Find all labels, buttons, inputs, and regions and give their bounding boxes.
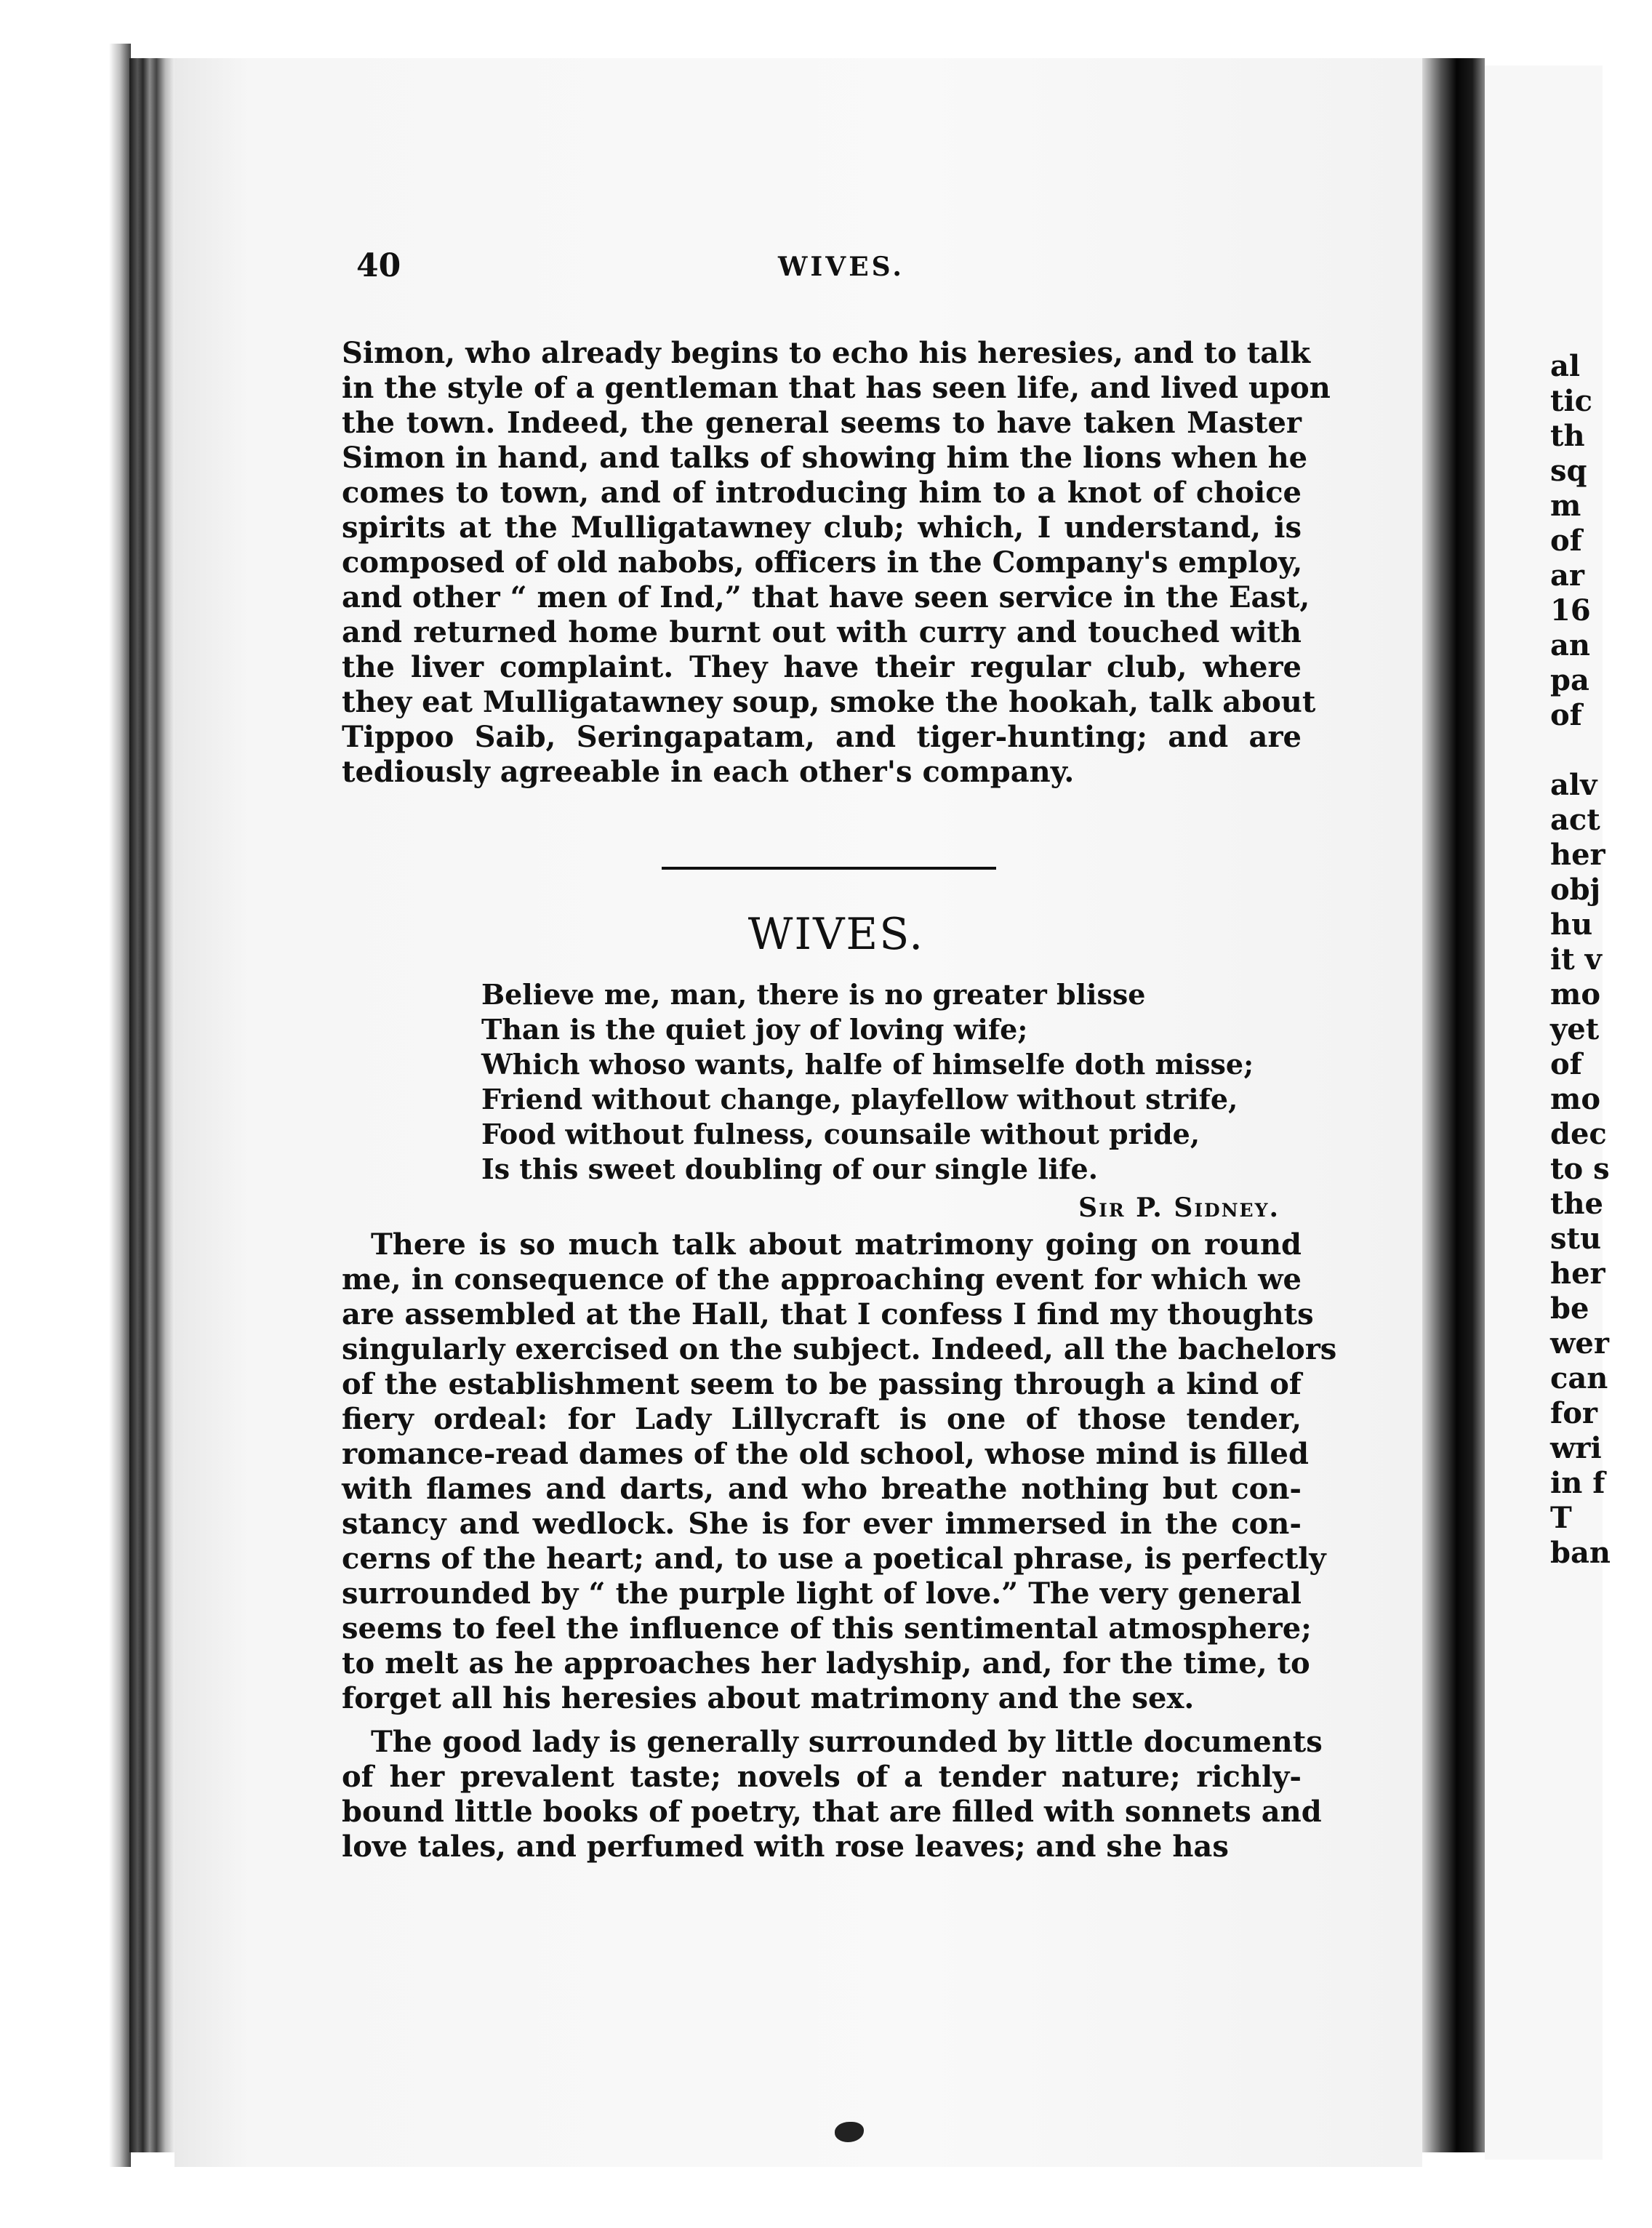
text-line: to melt as he approaches her ladyship, and, for the time, to: [342, 1646, 1310, 1680]
page-edge: [109, 44, 131, 2167]
text-line: There is so much talk about matrimony going on round: [371, 1227, 1302, 1262]
book-spine: [129, 58, 175, 2152]
facing-page-fragment: her: [1550, 838, 1605, 872]
text-line: and returned home burnt out with curry and touched with: [342, 615, 1302, 649]
text-line: Simon in hand, and talks of showing him the lions when he: [342, 441, 1308, 475]
epigraph-attribution: Sir P. Sidney.: [1078, 1193, 1280, 1223]
book-gutter: [1422, 58, 1485, 2152]
facing-page-fragments: [1550, 349, 1652, 1571]
text-line: singularly exercised on the subject. Indeed, all the bachelors: [342, 1332, 1337, 1366]
text-line: the liver complaint. They have their regular club, where: [342, 650, 1302, 684]
text-line: are assembled at the Hall, that I confess I find my thoughts: [342, 1297, 1314, 1331]
facing-page-fragment: her: [1550, 1257, 1605, 1291]
text-line: The good lady is generally surrounded by little documents: [371, 1725, 1323, 1759]
text-line: forget all his heresies about matrimony and the sex.: [342, 1681, 1195, 1715]
page-number: 40: [356, 247, 401, 284]
facing-page-fragment: dec: [1550, 1117, 1607, 1151]
text-line: in the style of a gentleman that has seen life, and lived upon: [342, 371, 1331, 405]
facing-page-fragment: ar: [1550, 558, 1584, 593]
running-head: WIVES.: [778, 252, 905, 282]
text-line: and other “ men of Ind,” that have seen service in the East,: [342, 580, 1310, 614]
text-line: bound little books of poetry, that are filled with sonnets and: [342, 1795, 1322, 1829]
facing-page-fragment: 16: [1550, 593, 1591, 628]
epigraph-line: Food without fulness, counsaile without pride,: [481, 1118, 1200, 1150]
epigraph-line: Friend without change, playfellow without strife,: [481, 1083, 1238, 1115]
epigraph-line: Which whoso wants, halfe of himselfe doth misse;: [481, 1048, 1254, 1081]
facing-page-fragment: it v: [1550, 942, 1602, 977]
facing-page-fragment: mo: [1550, 1082, 1601, 1116]
epigraph-line: Is this sweet doubling of our single life.: [481, 1153, 1098, 1185]
text-line: romance-read dames of the old school, whose mind is filled: [342, 1437, 1309, 1471]
facing-page-fragment: T: [1550, 1501, 1572, 1535]
text-line: stancy and wedlock. She is for ever immersed in the con-: [342, 1507, 1302, 1541]
text-line: me, in consequence of the approaching event for which we: [342, 1262, 1302, 1297]
facing-page-fragment: be: [1550, 1291, 1589, 1326]
text-line: cerns of the heart; and, to use a poetical phrase, is perfectly: [342, 1542, 1326, 1576]
facing-page-fragment: ban: [1550, 1536, 1611, 1570]
page-header: [356, 247, 1316, 291]
text-line: Tippoo Saib, Seringapatam, and tiger-hunting; and are: [342, 720, 1302, 754]
facing-page-fragment: of: [1550, 524, 1582, 558]
text-line: seems to feel the influence of this sentimental atmosphere;: [342, 1611, 1312, 1646]
facing-page-fragment: in f: [1550, 1466, 1605, 1500]
facing-page-fragment: to s: [1550, 1152, 1610, 1186]
facing-page-fragment: of: [1550, 698, 1582, 732]
section-title: WIVES.: [747, 909, 925, 960]
text-line: comes to town, and of introducing him to a knot of choice: [342, 476, 1302, 510]
facing-page-fragment: mo: [1550, 977, 1601, 1011]
facing-page-fragment: obj: [1550, 873, 1601, 907]
text-line: love tales, and perfumed with rose leaves; and she has: [342, 1830, 1229, 1864]
text-line: the town. Indeed, the general seems to have taken Master: [342, 406, 1302, 440]
facing-page-fragment: alv: [1550, 768, 1597, 802]
text-line: of the establishment seem to be passing through a kind of: [342, 1367, 1302, 1401]
epigraph-line: Than is the quiet joy of loving wife;: [481, 1013, 1028, 1046]
facing-page-fragment: for: [1550, 1396, 1597, 1430]
facing-page-fragment: of: [1550, 1047, 1582, 1081]
epigraph-line: Believe me, man, there is no greater blisse: [481, 978, 1146, 1011]
facing-page-fragment: m: [1550, 489, 1581, 523]
facing-page-fragment: act: [1550, 803, 1600, 837]
facing-page-fragment: yet: [1550, 1012, 1600, 1046]
facing-page-fragment: tic: [1550, 384, 1593, 418]
facing-page-fragment: the: [1550, 1187, 1604, 1221]
facing-page-fragment: wer: [1550, 1326, 1609, 1361]
text-line: composed of old nabobs, officers in the Company's employ,: [342, 545, 1303, 580]
epigraph: [481, 977, 1254, 1187]
facing-page-fragment: an: [1550, 628, 1590, 662]
section-divider: [662, 867, 996, 870]
text-line: Simon, who already begins to echo his heresies, and to talk: [342, 336, 1311, 370]
text-line: spirits at the Mulligatawney club; which, I understand, is: [342, 510, 1302, 545]
facing-page-fragment: [1550, 733, 1652, 768]
facing-page-fragment: can: [1550, 1361, 1608, 1395]
text-line: fiery ordeal: for Lady Lillycraft is one of those tender,: [342, 1402, 1302, 1436]
facing-page-fragment: wri: [1550, 1431, 1602, 1465]
facing-page-fragment: hu: [1550, 907, 1593, 942]
text-line: tediously agreeable in each other's company.: [342, 755, 1075, 789]
facing-page-fragment: th: [1550, 419, 1585, 453]
text-line: surrounded by “ the purple light of love.” The very general: [342, 1576, 1302, 1611]
paragraph-2: [342, 1725, 1323, 1864]
intro-paragraph: [342, 336, 1331, 790]
facing-page-fragment: pa: [1550, 663, 1589, 697]
facing-page-fragment: sq: [1550, 454, 1587, 488]
text-line: with flames and darts, and who breathe nothing but con-: [342, 1472, 1302, 1506]
text-line: of her prevalent taste; novels of a tender nature; richly-: [342, 1760, 1302, 1794]
paragraph-1: [342, 1227, 1337, 1716]
text-line: they eat Mulligatawney soup, smoke the hookah, talk about: [342, 685, 1316, 719]
facing-page-fragment: al: [1550, 349, 1581, 383]
facing-page: [1485, 65, 1611, 2160]
facing-page-fragment: stu: [1550, 1222, 1602, 1256]
